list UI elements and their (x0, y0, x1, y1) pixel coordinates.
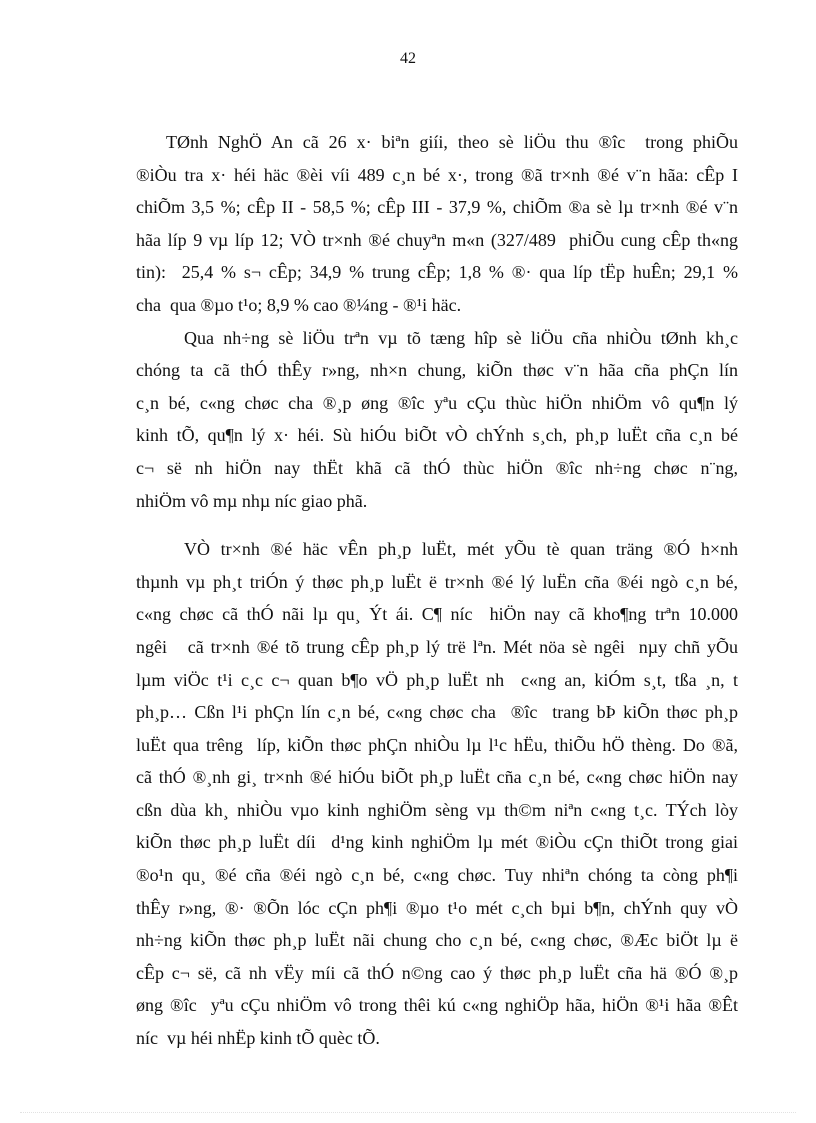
text-line: hãa líp 9 vµ líp 12; VÒ tr×nh ®é chuyªn m«n (327/489 phiÕu cung cÊp th«ng (136, 229, 738, 250)
text-line: VÒ tr×nh ®é häc vÊn ph¸p luËt, mét yÕu tè quan träng ®Ó h×nh (184, 539, 738, 560)
text-line: chiÕm 3,5 %; cÊp II - 58,5 %; cÊp III - 37,9 %, chiÕm ®a sè lµ tr×nh ®é v¨n (136, 197, 738, 218)
text-line: c«ng chøc cã thÓ nãi lµ qu¸ Ýt ái. C¶ níc hiÖn nay cã kho¶ng trªn 10.000 (136, 604, 738, 625)
paragraph-2 (136, 322, 738, 518)
text-line: cã thÓ ®¸nh gi¸ tr×nh ®é hiÓu biÕt ph¸p luËt cña c¸n bé, c«ng chøc hiÖn nay (136, 767, 738, 788)
text-line: c¸n bé, c«ng chøc cha ®¸p øng ®îc yªu cÇu thùc hiÖn nhiÖm vô qu¶n lý (136, 392, 738, 413)
text-line: c¬ së nh hiÖn nay thËt khã cã thÓ thùc hiÖn ®îc nh÷ng chøc n¨ng, (136, 457, 738, 478)
text-line: lµm viÖc t¹i c¸c c¬ quan b¶o vÖ ph¸p luËt nh c«ng an, kiÓm s¸t, tßa ¸n, t (136, 669, 738, 690)
paragraph-3 (136, 533, 738, 1055)
text-line: cÊp c¬ së, cã nh vËy míi cã thÓ n©ng cao ý thøc ph¸p luËt cña hä ®Ó ®¸p (136, 962, 738, 983)
text-line: øng ®îc yªu cÇu nhiÖm vô trong thêi kú c«ng nghiÖp hãa, hiÖn ®¹i hãa ®Êt (136, 995, 738, 1016)
text-line: kinh tÕ, qu¶n lý x· héi. Sù hiÓu biÕt vÒ chÝnh s¸ch, ph¸p luËt cña c¸n bé (136, 425, 738, 446)
paragraph-1 (136, 126, 738, 322)
text-line: chóng ta cã thÓ thÊy r»ng, nh×n chung, kiÕn thøc v¨n hãa cña phÇn lín (136, 360, 738, 381)
text-line: cßn dùa kh¸ nhiÒu vµo kinh nghiÖm sèng vµ th©m niªn c«ng t¸c. TÝch lòy (136, 799, 738, 820)
text-line: ®o¹n qu¸ ®é cña ®éi ngò c¸n bé, c«ng chøc. Tuy nhiªn chóng ta còng ph¶i (136, 865, 738, 886)
text-line: ngêi cã tr×nh ®é tõ trung cÊp ph¸p lý trë lªn. Mét nöa sè ngêi nµy chñ yÕu (136, 636, 738, 657)
text-line: tin): 25,4 % s¬ cÊp; 34,9 % trung cÊp; 1,8 % ®· qua líp tËp huÊn; 29,1 % (136, 262, 738, 283)
text-line: luËt qua trêng líp, kiÕn thøc phÇn nhiÒu lµ l¹c hËu, thiÕu hÖ thèng. Do ®ã, (136, 734, 738, 755)
text-line: nh÷ng kiÕn thøc ph¸p luËt nãi chung cho c¸n bé, c«ng chøc, ®Æc biÖt lµ ë (136, 930, 738, 951)
text-line: níc vµ héi nhËp kinh tÕ quèc tÕ. (136, 1028, 380, 1049)
text-line: Qua nh÷ng sè liÖu trªn vµ tõ tæng hîp sè liÖu cña nhiÒu tØnh kh¸c (184, 327, 738, 348)
page-number: 42 (400, 50, 416, 67)
text-line: thµnh vµ ph¸t triÓn ý thøc ph¸p luËt ë tr×nh ®é lý luËn cña ®éi ngò c¸n bé, (136, 571, 738, 592)
text-line: TØnh NghÖ An cã 26 x· biªn giíi, theo sè liÖu thu ®îc trong phiÕu (166, 132, 738, 152)
text-line: nhiÖm vô mµ nhµ níc giao phã. (136, 490, 368, 511)
page-bottom-divider (20, 1112, 796, 1113)
body-text (136, 126, 738, 1055)
text-line: ph¸p… Cßn l¹i phÇn lín c¸n bé, c«ng chøc cha ®îc trang bÞ kiÕn thøc ph¸p (136, 702, 738, 723)
text-line: cha qua ®µo t¹o; 8,9 % cao ®¼ng - ®¹i häc. (136, 294, 462, 315)
text-line: kiÕn thøc ph¸p luËt díi d¹ng kinh nghiÖm lµ mét ®iÒu cÇn thiÕt trong giai (136, 832, 738, 853)
text-line: ®iÒu tra x· héi häc ®èi víi 489 c¸n bé x·, trong ®ã tr×nh ®é v¨n hãa: cÊp I (136, 164, 738, 185)
text-line: thÊy r»ng, ®· ®Õn lóc cÇn ph¶i ®µo t¹o mét c¸ch bµi b¶n, chÝnh quy vÒ (136, 897, 738, 918)
